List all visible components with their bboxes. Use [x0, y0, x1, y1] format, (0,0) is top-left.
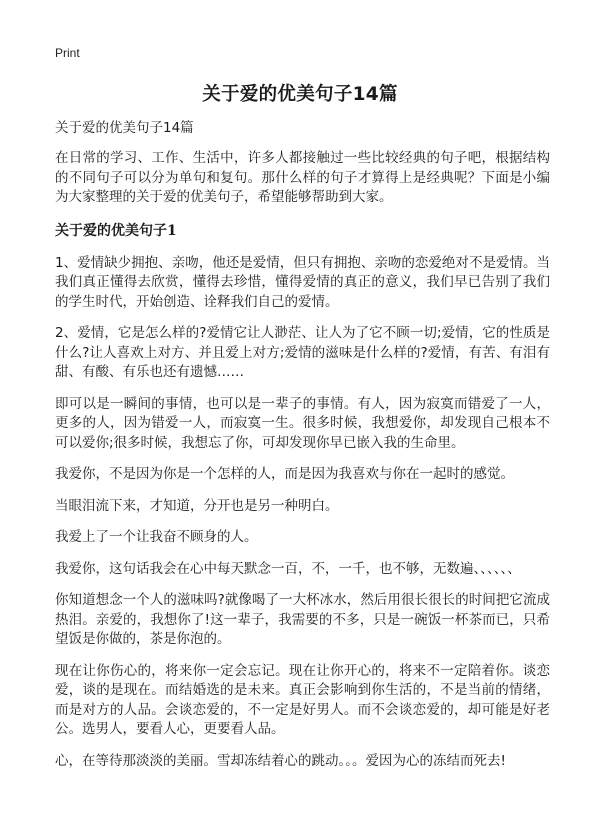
section-heading: 关于爱的优美句子1 [55, 222, 177, 239]
page-title: 关于爱的优美句子14篇 [202, 84, 398, 105]
paragraph-9: 现在让你伤心的，将来你一定会忘记。现在让你开心的，将来不一定陪着你。谈恋爱，谈的是现在。而结婚选的是未来。真正会影响到你生活的，不是当前的情绪，而是对方的人品。会谈恋爱的，不一定是好男人。而不会谈恋爱的，却可能是好老公。选男人，要看人心，更要看人品。 [55, 662, 550, 737]
paragraph-3: 即可以是一瞬间的事情，也可以是一辈子的事情。有人，因为寂寞而错爱了一人，更多的人，因为错爱一人，而寂寞一生。很多时候，我想爱你，却发现自己根本不可以爱你;很多时候，我想忘了你，可却发现你早已嵌入我的生命里。 [55, 395, 550, 451]
paragraph-4: 我爱你，不是因为你是一个怎样的人，而是因为我喜欢与你在一起时的感觉。 [55, 466, 514, 482]
print-label: Print [55, 46, 80, 60]
paragraph-1: 1、爱情缺少拥抱、亲吻，他还是爱情，但只有拥抱、亲吻的恋爱绝对不是爱情。当我们真正懂得去欣赏，懂得去珍惜，懂得爱情的真正的意义，我们早已告别了我们的学生时代，开始创造、诠释我们自己的爱情。 [55, 254, 550, 310]
paragraph-7: 我爱你，这句话我会在心中每天默念一百，不，一千，也不够，无数遍、、、、、、 [55, 560, 521, 577]
document-subtitle: 关于爱的优美句子14篇 [55, 120, 194, 136]
intro-paragraph: 在日常的学习、工作、生活中，许多人都接触过一些比较经典的句子吧，根据结构的不同句子可以分为单句和复句。那什么样的句子才算得上是经典呢？下面是小编为大家整理的关于爱的优美句子，希望能够帮助到大家。 [55, 150, 550, 205]
paragraph-8: 你知道想念一个人的滋味吗?就像喝了一大杯冰水，然后用很长很长的时间把它流成热泪。亲爱的，我想你了!这一辈子，我需要的不多，只是一碗饭一杯茶而已，只希望饭是你做的，茶是你泡的。 [55, 592, 550, 647]
paragraph-5: 当眼泪流下来，才知道，分开也是另一种明白。 [55, 497, 339, 514]
paragraph-2: 2、爱情，它是怎么样的?爱情它让人渺茫、让人为了它不顾一切;爱情，它的性质是什么?让人喜欢上对方、并且爱上对方;爱情的滋味是什么样的?爱情，有苦、有泪有甜、有酸、有乐也还有遗憾…… [55, 325, 550, 380]
document-body [55, 118, 550, 783]
paragraph-6: 我爱上了一个让我奋不顾身的人。 [55, 529, 258, 545]
paragraph-10: 心，在等待那淡淡的美丽。雪却冻结着心的跳动。。。爱因为心的冻结而死去! [55, 752, 506, 769]
